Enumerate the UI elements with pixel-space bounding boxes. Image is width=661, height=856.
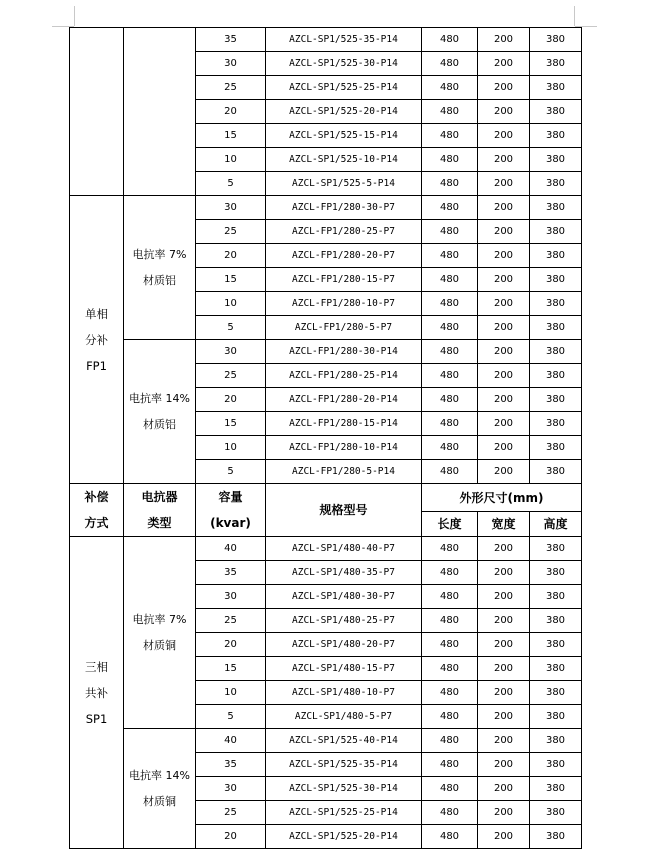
length-cell: 480	[422, 561, 478, 585]
model-cell: AZCL-SP1/525-40-P14	[266, 729, 422, 753]
length-cell: 480	[422, 148, 478, 172]
capacity-cell: 5	[196, 172, 266, 196]
length-cell: 480	[422, 196, 478, 220]
model-cell: AZCL-FP1/280-5-P14	[266, 460, 422, 484]
height-cell: 380	[530, 537, 582, 561]
mode-cell-sp1-line: 三相	[85, 659, 108, 674]
capacity-cell: 35	[196, 753, 266, 777]
reactor-cell-sp1-p14-line: 材质铜	[143, 794, 176, 808]
model-cell: AZCL-SP1/480-10-P7	[266, 681, 422, 705]
table-row	[70, 537, 582, 561]
model-cell: AZCL-SP1/480-20-P7	[266, 633, 422, 657]
header-reactor-line: 类型	[147, 516, 172, 530]
capacity-cell: 10	[196, 681, 266, 705]
model-cell: AZCL-FP1/280-30-P7	[266, 196, 422, 220]
width-cell: 200	[478, 460, 530, 484]
capacity-cell: 10	[196, 436, 266, 460]
height-cell: 380	[530, 633, 582, 657]
crop-mark-top-right-v	[574, 6, 575, 26]
model-cell: AZCL-SP1/525-25-P14	[266, 76, 422, 100]
width-cell: 200	[478, 801, 530, 825]
mode-cell-sp1-line: SP1	[85, 711, 108, 726]
reactor-cell-sp1-p7	[124, 537, 196, 729]
model-cell: AZCL-SP1/525-30-P14	[266, 52, 422, 76]
table-row	[70, 340, 582, 364]
model-cell: AZCL-SP1/525-15-P14	[266, 124, 422, 148]
header-capacity	[196, 484, 266, 537]
model-cell: AZCL-SP1/525-20-P14	[266, 100, 422, 124]
capacity-cell: 25	[196, 220, 266, 244]
length-cell: 480	[422, 388, 478, 412]
width-cell: 200	[478, 364, 530, 388]
mode-cell-continued	[70, 28, 124, 196]
capacity-cell: 15	[196, 268, 266, 292]
height-cell: 380	[530, 681, 582, 705]
height-cell: 380	[530, 76, 582, 100]
reactor-cell-sp1-p7-line: 材质铜	[143, 638, 176, 652]
length-cell: 480	[422, 753, 478, 777]
model-cell: AZCL-SP1/525-30-P14	[266, 777, 422, 801]
length-cell: 480	[422, 244, 478, 268]
header-dimensions: 外形尺寸(mm)	[422, 484, 582, 512]
header-reactor-line: 电抗器	[141, 490, 178, 504]
width-cell: 200	[478, 148, 530, 172]
reactor-cell-fp1-p7-line: 电抗率 7%	[132, 247, 187, 261]
width-cell: 200	[478, 244, 530, 268]
height-cell: 380	[530, 316, 582, 340]
height-cell: 380	[530, 609, 582, 633]
table-row	[70, 28, 582, 52]
length-cell: 480	[422, 633, 478, 657]
capacity-cell: 20	[196, 388, 266, 412]
width-cell: 200	[478, 633, 530, 657]
height-cell: 380	[530, 729, 582, 753]
height-cell: 380	[530, 657, 582, 681]
mode-cell-fp1-line: FP1	[86, 358, 107, 373]
length-cell: 480	[422, 124, 478, 148]
height-cell: 380	[530, 585, 582, 609]
reactor-cell-fp1-p14-line: 材质铝	[143, 417, 176, 431]
height-cell: 380	[530, 705, 582, 729]
capacity-cell: 25	[196, 76, 266, 100]
length-cell: 480	[422, 412, 478, 436]
capacity-cell: 30	[196, 585, 266, 609]
width-cell: 200	[478, 825, 530, 849]
capacity-cell: 20	[196, 100, 266, 124]
height-cell: 380	[530, 28, 582, 52]
capacity-cell: 30	[196, 196, 266, 220]
reactor-cell-fp1-p14	[124, 340, 196, 484]
capacity-cell: 40	[196, 729, 266, 753]
length-cell: 480	[422, 172, 478, 196]
capacity-cell: 25	[196, 801, 266, 825]
capacity-cell: 40	[196, 537, 266, 561]
model-cell: AZCL-SP1/525-20-P14	[266, 825, 422, 849]
header-width: 宽度	[478, 511, 530, 536]
height-cell: 380	[530, 460, 582, 484]
width-cell: 200	[478, 585, 530, 609]
table-row	[70, 729, 582, 753]
length-cell: 480	[422, 460, 478, 484]
model-cell: AZCL-FP1/280-25-P14	[266, 364, 422, 388]
width-cell: 200	[478, 172, 530, 196]
height-cell: 380	[530, 172, 582, 196]
height-cell: 380	[530, 412, 582, 436]
spec-table-body	[70, 28, 582, 849]
height-cell: 380	[530, 364, 582, 388]
header-model: 规格型号	[266, 484, 422, 537]
model-cell: AZCL-FP1/280-5-P7	[266, 316, 422, 340]
width-cell: 200	[478, 753, 530, 777]
reactor-cell-sp1-p14	[124, 729, 196, 849]
length-cell: 480	[422, 364, 478, 388]
width-cell: 200	[478, 220, 530, 244]
reactor-cell-fp1-p14-line: 电抗率 14%	[129, 391, 190, 405]
spec-table	[69, 27, 582, 849]
height-cell: 380	[530, 777, 582, 801]
header-reactor-type	[124, 484, 196, 537]
height-cell: 380	[530, 148, 582, 172]
length-cell: 480	[422, 316, 478, 340]
length-cell: 480	[422, 220, 478, 244]
model-cell: AZCL-FP1/280-15-P14	[266, 412, 422, 436]
model-cell: AZCL-SP1/525-10-P14	[266, 148, 422, 172]
width-cell: 200	[478, 388, 530, 412]
height-cell: 380	[530, 196, 582, 220]
header-mode-line: 方式	[84, 516, 109, 530]
length-cell: 480	[422, 28, 478, 52]
height-cell: 380	[530, 292, 582, 316]
height-cell: 380	[530, 100, 582, 124]
model-cell: AZCL-SP1/480-40-P7	[266, 537, 422, 561]
capacity-cell: 25	[196, 364, 266, 388]
capacity-cell: 15	[196, 657, 266, 681]
reactor-cell-sp1-p14-line: 电抗率 14%	[129, 768, 190, 782]
width-cell: 200	[478, 52, 530, 76]
mode-cell-sp1-line: 共补	[85, 685, 108, 700]
height-cell: 380	[530, 52, 582, 76]
width-cell: 200	[478, 28, 530, 52]
capacity-cell: 20	[196, 825, 266, 849]
model-cell: AZCL-FP1/280-20-P14	[266, 388, 422, 412]
model-cell: AZCL-FP1/280-25-P7	[266, 220, 422, 244]
width-cell: 200	[478, 657, 530, 681]
reactor-cell-continued	[124, 28, 196, 196]
length-cell: 480	[422, 681, 478, 705]
capacity-cell: 10	[196, 148, 266, 172]
capacity-cell: 35	[196, 28, 266, 52]
height-cell: 380	[530, 244, 582, 268]
length-cell: 480	[422, 100, 478, 124]
length-cell: 480	[422, 537, 478, 561]
header-mode	[70, 484, 124, 537]
height-cell: 380	[530, 753, 582, 777]
width-cell: 200	[478, 124, 530, 148]
capacity-cell: 10	[196, 292, 266, 316]
length-cell: 480	[422, 825, 478, 849]
length-cell: 480	[422, 340, 478, 364]
header-row	[70, 484, 582, 512]
capacity-cell: 20	[196, 244, 266, 268]
model-cell: AZCL-FP1/280-10-P14	[266, 436, 422, 460]
mode-cell-sp1	[70, 537, 124, 849]
length-cell: 480	[422, 76, 478, 100]
capacity-cell: 5	[196, 316, 266, 340]
reactor-cell-fp1-p7-line: 材质铝	[143, 273, 176, 287]
height-cell: 380	[530, 801, 582, 825]
model-cell: AZCL-SP1/480-5-P7	[266, 705, 422, 729]
capacity-cell: 35	[196, 561, 266, 585]
width-cell: 200	[478, 681, 530, 705]
model-cell: AZCL-FP1/280-15-P7	[266, 268, 422, 292]
length-cell: 480	[422, 585, 478, 609]
width-cell: 200	[478, 76, 530, 100]
capacity-cell: 25	[196, 609, 266, 633]
table-row	[70, 196, 582, 220]
width-cell: 200	[478, 777, 530, 801]
length-cell: 480	[422, 777, 478, 801]
length-cell: 480	[422, 436, 478, 460]
length-cell: 480	[422, 52, 478, 76]
width-cell: 200	[478, 268, 530, 292]
width-cell: 200	[478, 436, 530, 460]
capacity-cell: 30	[196, 777, 266, 801]
length-cell: 480	[422, 729, 478, 753]
header-capacity-line: (kvar)	[210, 516, 251, 530]
width-cell: 200	[478, 537, 530, 561]
width-cell: 200	[478, 412, 530, 436]
model-cell: AZCL-SP1/480-30-P7	[266, 585, 422, 609]
width-cell: 200	[478, 292, 530, 316]
width-cell: 200	[478, 729, 530, 753]
model-cell: AZCL-FP1/280-10-P7	[266, 292, 422, 316]
height-cell: 380	[530, 340, 582, 364]
height-cell: 380	[530, 436, 582, 460]
height-cell: 380	[530, 388, 582, 412]
width-cell: 200	[478, 705, 530, 729]
length-cell: 480	[422, 801, 478, 825]
reactor-cell-sp1-p7-line: 电抗率 7%	[132, 612, 187, 626]
width-cell: 200	[478, 100, 530, 124]
model-cell: AZCL-FP1/280-20-P7	[266, 244, 422, 268]
capacity-cell: 5	[196, 705, 266, 729]
width-cell: 200	[478, 316, 530, 340]
mode-cell-fp1	[70, 196, 124, 484]
model-cell: AZCL-SP1/525-5-P14	[266, 172, 422, 196]
width-cell: 200	[478, 609, 530, 633]
header-length: 长度	[422, 511, 478, 536]
header-capacity-line: 容量	[218, 490, 243, 504]
capacity-cell: 15	[196, 412, 266, 436]
crop-mark-top-left-v	[74, 6, 75, 26]
capacity-cell: 5	[196, 460, 266, 484]
length-cell: 480	[422, 268, 478, 292]
capacity-cell: 20	[196, 633, 266, 657]
header-height: 高度	[530, 511, 582, 536]
reactor-cell-fp1-p7	[124, 196, 196, 340]
mode-cell-fp1-line: 分补	[85, 332, 108, 347]
capacity-cell: 30	[196, 340, 266, 364]
model-cell: AZCL-SP1/480-15-P7	[266, 657, 422, 681]
height-cell: 380	[530, 561, 582, 585]
model-cell: AZCL-FP1/280-30-P14	[266, 340, 422, 364]
mode-cell-fp1-line: 单相	[85, 306, 108, 321]
width-cell: 200	[478, 340, 530, 364]
length-cell: 480	[422, 705, 478, 729]
width-cell: 200	[478, 196, 530, 220]
length-cell: 480	[422, 292, 478, 316]
height-cell: 380	[530, 268, 582, 292]
model-cell: AZCL-SP1/480-25-P7	[266, 609, 422, 633]
length-cell: 480	[422, 609, 478, 633]
model-cell: AZCL-SP1/480-35-P7	[266, 561, 422, 585]
capacity-cell: 15	[196, 124, 266, 148]
header-mode-line: 补偿	[84, 490, 109, 504]
width-cell: 200	[478, 561, 530, 585]
model-cell: AZCL-SP1/525-35-P14	[266, 753, 422, 777]
height-cell: 380	[530, 825, 582, 849]
model-cell: AZCL-SP1/525-25-P14	[266, 801, 422, 825]
length-cell: 480	[422, 657, 478, 681]
height-cell: 380	[530, 220, 582, 244]
capacity-cell: 30	[196, 52, 266, 76]
height-cell: 380	[530, 124, 582, 148]
model-cell: AZCL-SP1/525-35-P14	[266, 28, 422, 52]
